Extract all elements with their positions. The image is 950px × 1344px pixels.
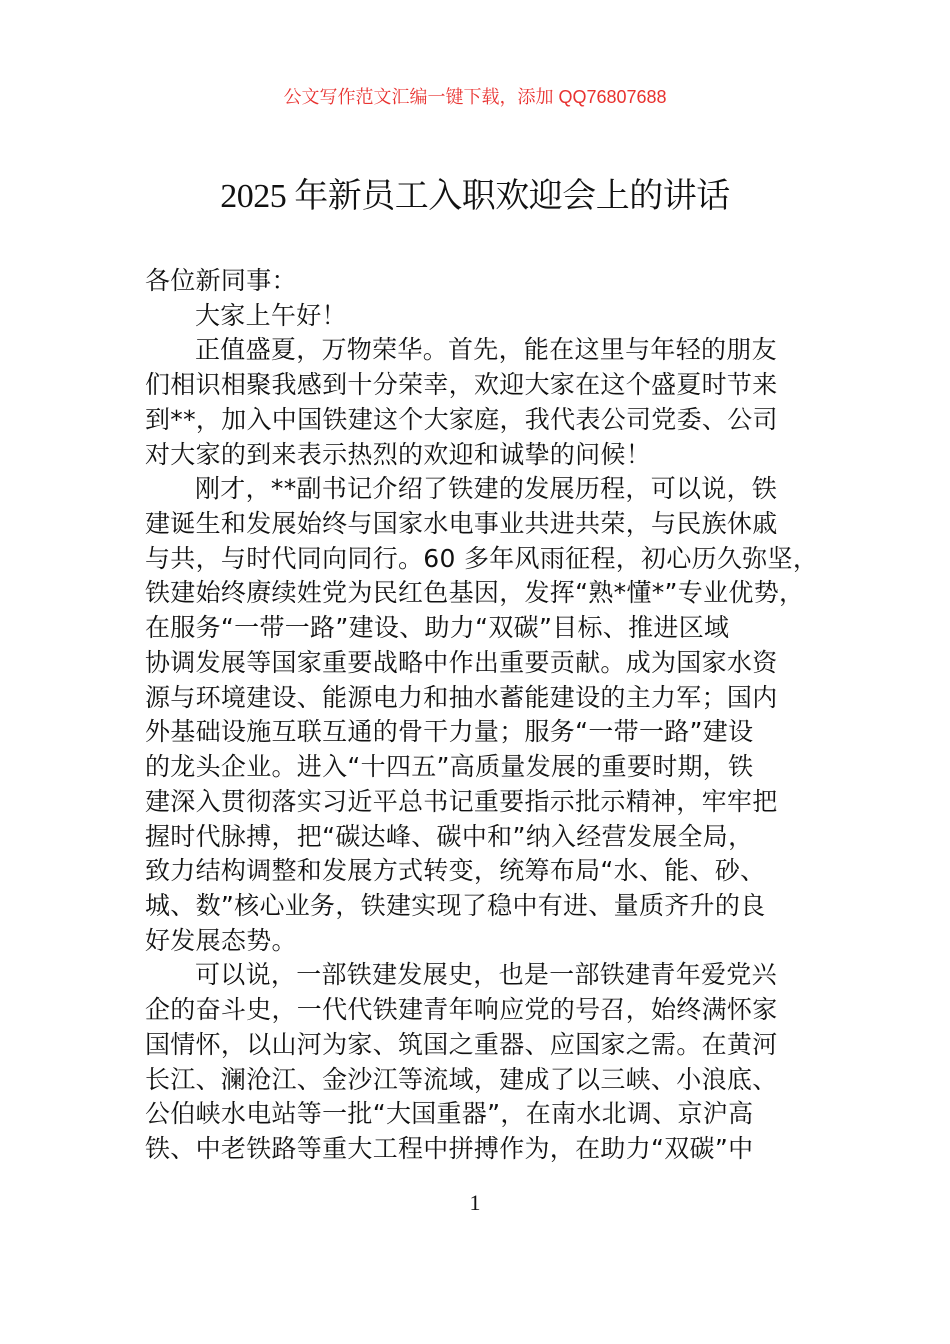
text-line: 铁、中老铁路等重大工程中拼搏作为，在助力“双碳”中 <box>145 1133 754 1163</box>
promo-header: 公文写作范文汇编一键下载，添加 QQ76807688 <box>283 87 667 107</box>
document-title: 2025 年新员工入职欢迎会上的讲话 <box>220 178 730 215</box>
text-line: 刚才，**副书记介绍了铁建的发展历程，可以说，铁 <box>195 474 778 504</box>
text-line: 外基础设施互联互通的骨干力量；服务“一带一路”建设 <box>145 717 754 747</box>
text-line: 在服务“一带一路”建设、助力“双碳”目标、推进区域 <box>145 613 730 643</box>
text-line: 正值盛夏，万物荣华。首先，能在这里与年轻的朋友 <box>195 335 777 365</box>
text-line: 公伯峡水电站等一批“大国重器”，在南水北调、京沪高 <box>145 1099 754 1129</box>
salutation: 各位新同事： <box>145 266 297 295</box>
text-line: 源与环境建设、能源电力和抽水蓄能建设的主力军；国内 <box>145 682 778 712</box>
greeting-line: 大家上午好！ <box>195 300 347 330</box>
page-number: 1 <box>469 1190 481 1215</box>
text-line: 致力结构调整和发展方式转变，统筹布局“水、能、砂、 <box>145 856 766 886</box>
text-line: 对大家的到来表示热烈的欢迎和诚挚的问候！ <box>145 439 652 469</box>
text-line: 协调发展等国家重要战略中作出重要贡献。成为国家水资 <box>145 647 778 677</box>
text-line: 建深入贯彻落实习近平总书记重要指示批示精神，牢牢把 <box>145 786 778 816</box>
text-line: 企的奋斗史，一代代铁建青年响应党的号召，始终满怀家 <box>145 995 778 1025</box>
text-line: 城、数”核心业务，铁建实现了稳中有进、量质齐升的良 <box>145 890 766 920</box>
text-line: 建诞生和发展始终与国家水电事业共进共荣，与民族休戚 <box>145 509 778 539</box>
document-body <box>145 264 845 1167</box>
text-line: 到**，加入中国铁建这个大家庭，我代表公司党委、公司 <box>145 404 778 434</box>
text-line: 可以说，一部铁建发展史，也是一部铁建青年爱党兴 <box>195 960 777 990</box>
text-line: 握时代脉搏，把“碳达峰、碳中和”纳入经营发展全局， <box>145 821 754 851</box>
text-line: 们相识相聚我感到十分荣幸，欢迎大家在这个盛夏时节来 <box>145 370 778 400</box>
text-line: 好发展态势。 <box>145 925 297 955</box>
text-line: 铁建始终赓续姓党为民红色基因，发挥“熟*懂*”专业优势， <box>145 578 805 608</box>
text-line: 国情怀，以山河为家、筑国之重器、应国家之需。在黄河 <box>145 1029 778 1059</box>
text-line: 与共，与时代同向同行。60 多年风雨征程，初心历久弥坚， <box>145 543 819 573</box>
text-line: 的龙头企业。进入“十四五”高质量发展的重要时期，铁 <box>145 752 754 782</box>
text-line: 长江、澜沧江、金沙江等流域，建成了以三峡、小浪底、 <box>145 1064 778 1094</box>
